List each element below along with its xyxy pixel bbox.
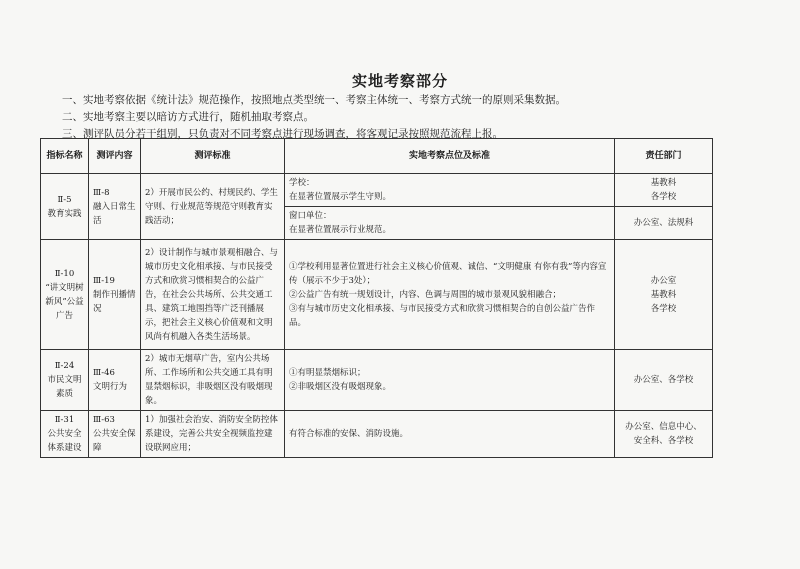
dept-cell: 办公室 基教科 各学校 bbox=[615, 240, 713, 350]
col-header-indicator: 指标名称 bbox=[41, 139, 89, 174]
inspection-table bbox=[40, 138, 713, 458]
dept-cell: 办公室、各学校 bbox=[615, 350, 713, 411]
content-cell: Ⅲ-19 制作刊播情况 bbox=[89, 240, 141, 350]
indicator-cell: Ⅱ-24 市民文明素质 bbox=[41, 350, 89, 411]
col-header-content: 测评内容 bbox=[89, 139, 141, 174]
standard-cell: 2）开展市民公约、村规民约、学生守则、行业规范等规范守则教育实践活动； bbox=[141, 174, 285, 240]
table-row bbox=[41, 350, 713, 411]
standard-cell: 2）设计制作与城市景观相融合、与城市历史文化相承接、与市民接受方式和欣赏习惯相契合的公益广告，在社会公共场所、公共交通工具、建筑工地围挡等广泛刊播展示，把社会主义核心价值观和文明风尚有机融入各类生活场景。 bbox=[141, 240, 285, 350]
page-title: 实地考察部分 bbox=[351, 72, 448, 90]
col-header-standard: 测评标准 bbox=[141, 139, 285, 174]
indicator-cell: Ⅱ-31 公共安全体系建设 bbox=[41, 411, 89, 458]
intro-item: 二、实地考察主要以暗访方式进行，随机抽取考察点。 bbox=[62, 111, 314, 123]
point-standard-cell: ①有明显禁烟标识； ②非吸烟区没有吸烟现象。 bbox=[285, 350, 615, 411]
point-standard-cell: ①学校利用显著位置进行社会主义核心价值观、诚信、“文明健康 有你有我”等内容宣传（展示不少于3处）； ②公益广告有统一规划设计，内容、色调与周围的城市景观风貌相融合； ③有与城市历史文化相承接、与市民接受方式和欣赏习惯相契合的自创公益广告作品。 bbox=[285, 240, 615, 350]
point-standard-cell: 学校： 在显著位置展示学生守则。 bbox=[285, 174, 615, 207]
intro-notes bbox=[62, 92, 752, 143]
table-header-row bbox=[41, 139, 713, 174]
indicator-cell: Ⅱ-10 “讲文明树新风”公益广告 bbox=[41, 240, 89, 350]
col-header-dept: 责任部门 bbox=[615, 139, 713, 174]
table-row bbox=[41, 174, 713, 207]
point-standard-cell: 窗口单位： 在显著位置展示行业规范。 bbox=[285, 207, 615, 240]
dept-cell: 办公室、法规科 bbox=[615, 207, 713, 240]
standard-cell: 1）加强社会治安、消防安全防控体系建设，完善公共安全视频监控建设联网应用； bbox=[141, 411, 285, 458]
col-header-points: 实地考察点位及标准 bbox=[285, 139, 615, 174]
dept-cell: 基教科 各学校 bbox=[615, 174, 713, 207]
standard-cell: 2）城市无烟草广告，室内公共场所、工作场所和公共交通工具有明显禁烟标识，非吸烟区没有吸烟现象。 bbox=[141, 350, 285, 411]
content-cell: Ⅲ-46 文明行为 bbox=[89, 350, 141, 411]
intro-item: 三、测评队员分若干组别，只负责对不同考察点进行现场调查，将客观记录按照规范流程上报。 bbox=[62, 128, 503, 140]
content-cell: Ⅲ-8 融入日常生活 bbox=[89, 174, 141, 240]
table-row bbox=[41, 411, 713, 458]
intro-item: 一、实地考察依据《统计法》规范操作，按照地点类型统一、考察主体统一、考察方式统一的原则采集数据。 bbox=[62, 94, 566, 106]
indicator-cell: Ⅱ-5 教育实践 bbox=[41, 174, 89, 240]
table-row bbox=[41, 240, 713, 350]
content-cell: Ⅲ-63 公共安全保障 bbox=[89, 411, 141, 458]
point-standard-cell: 有符合标准的安保、消防设施。 bbox=[285, 411, 615, 458]
dept-cell: 办公室、信息中心、 安全科、各学校 bbox=[615, 411, 713, 458]
